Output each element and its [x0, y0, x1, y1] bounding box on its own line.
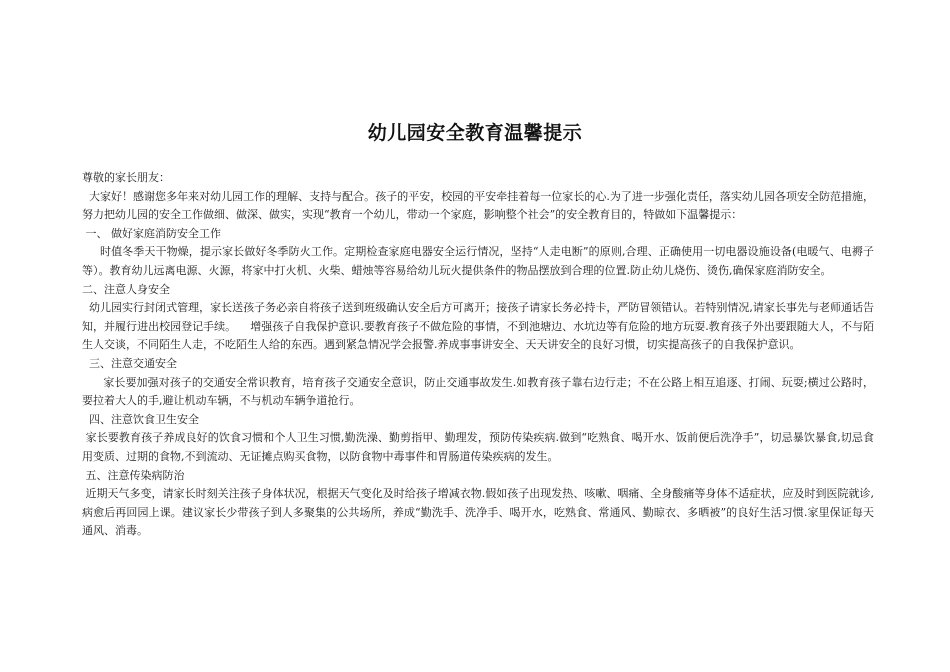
section-text-personal-safety: 幼儿园实行封闭式管理，家长送孩子务必亲自将孩子送到班级确认安全后方可离开；接孩子请家长务必持卡，严防冒领错认。若特别情况,请家长事先与老师通话告知，并履行进出校园登记手续。 增强孩子自我保护意识.要教育孩子不做危险的事情，不到池塘边、水坑边等有危险的地方玩耍.教育孩子外出要跟随大人，不与陌生人交谈，不同陌生人走，不吃陌生人给的东西。遇到紧急情况学会报警.养成事事讲安全、天天讲安全的良好习惯，切实提高孩子的自我保护意识。: [82, 301, 874, 352]
section-heading-food-safety: 四、注意饮食卫生安全: [82, 412, 199, 426]
section-text-disease-prevention: 近期天气多变，请家长时刻关注孩子身体状况，根据天气变化及时给孩子增减衣物.假如孩子出现发热、咳嗽、咽痛、全身酸痛等身体不适症状，应及时到医院就诊,病愈后再回园上课。建议家长少带孩子到人多聚集的公共场所，养成“勤洗手、洗净手、喝开水，吃熟食、常通风、勤晾衣、多晒被”的良好生活习惯.家里保证每天通风、消毒。: [82, 487, 874, 538]
section-text-food-safety: 家长要教育孩子养成良好的饮食习惯和个人卫生习惯,勤洗澡、勤剪指甲、勤理发，预防传染疾病.做到“吃熟食、喝开水、饭前便后洗净手”，切忌暴饮暴食,切忌食用变质、过期的食物,不到流动、无证摊点购买食物，以防食物中毒事件和胃肠道传染疾病的发生。: [82, 431, 875, 463]
section-text-fire-safety: 时值冬季天干物燥，提示家长做好冬季防火工作。定期检查家庭电器安全运行情况，坚持“人走电断”的原则,合理、正确使用一切电器设施设备(电暖气、电褥子等）。教育幼儿远离电源、火源，将家中打火机、火柴、蜡烛等容易给幼儿玩火提供条件的物品摆放到合理的位置.防止幼儿烧伤、烫伤,确保家庭消防安全。: [82, 245, 875, 277]
section-heading-personal-safety: 二、注意人身安全: [82, 282, 170, 296]
document-body: [82, 169, 874, 541]
document-title: 幼儿园安全教育温馨提示: [367, 122, 583, 144]
section-heading-traffic-safety: 三、注意交通安全: [82, 356, 177, 370]
section-text-traffic-safety: 家长要加强对孩子的交通安全常识教育，培育孩子交通安全意识，防止交通事故发生.如教育孩子靠右边行走；不在公路上相互追逐、打闹、玩耍;横过公路时，要拉着大人的手,避让机动车辆，不与机动车辆争道抢行。: [82, 375, 874, 408]
section-heading-disease-prevention: 五、注意传染病防治: [82, 468, 185, 482]
greeting: 尊敬的家长朋友：: [82, 171, 170, 184]
intro-paragraph: 大家好！感谢您多年来对幼儿园工作的理解、支持与配合。孩子的平安，校园的平安牵挂着每一位家长的心.为了进一步强化责任，落实幼儿园各项安全防范措施，努力把幼儿园的安全工作做细、做深、做实，实现“教育一个幼儿，带动一个家庭，影响整个社会”的安全教育目的，特做如下温馨提示：: [82, 189, 874, 222]
section-heading-fire-safety: 一、 做好家庭消防安全工作: [82, 226, 221, 240]
